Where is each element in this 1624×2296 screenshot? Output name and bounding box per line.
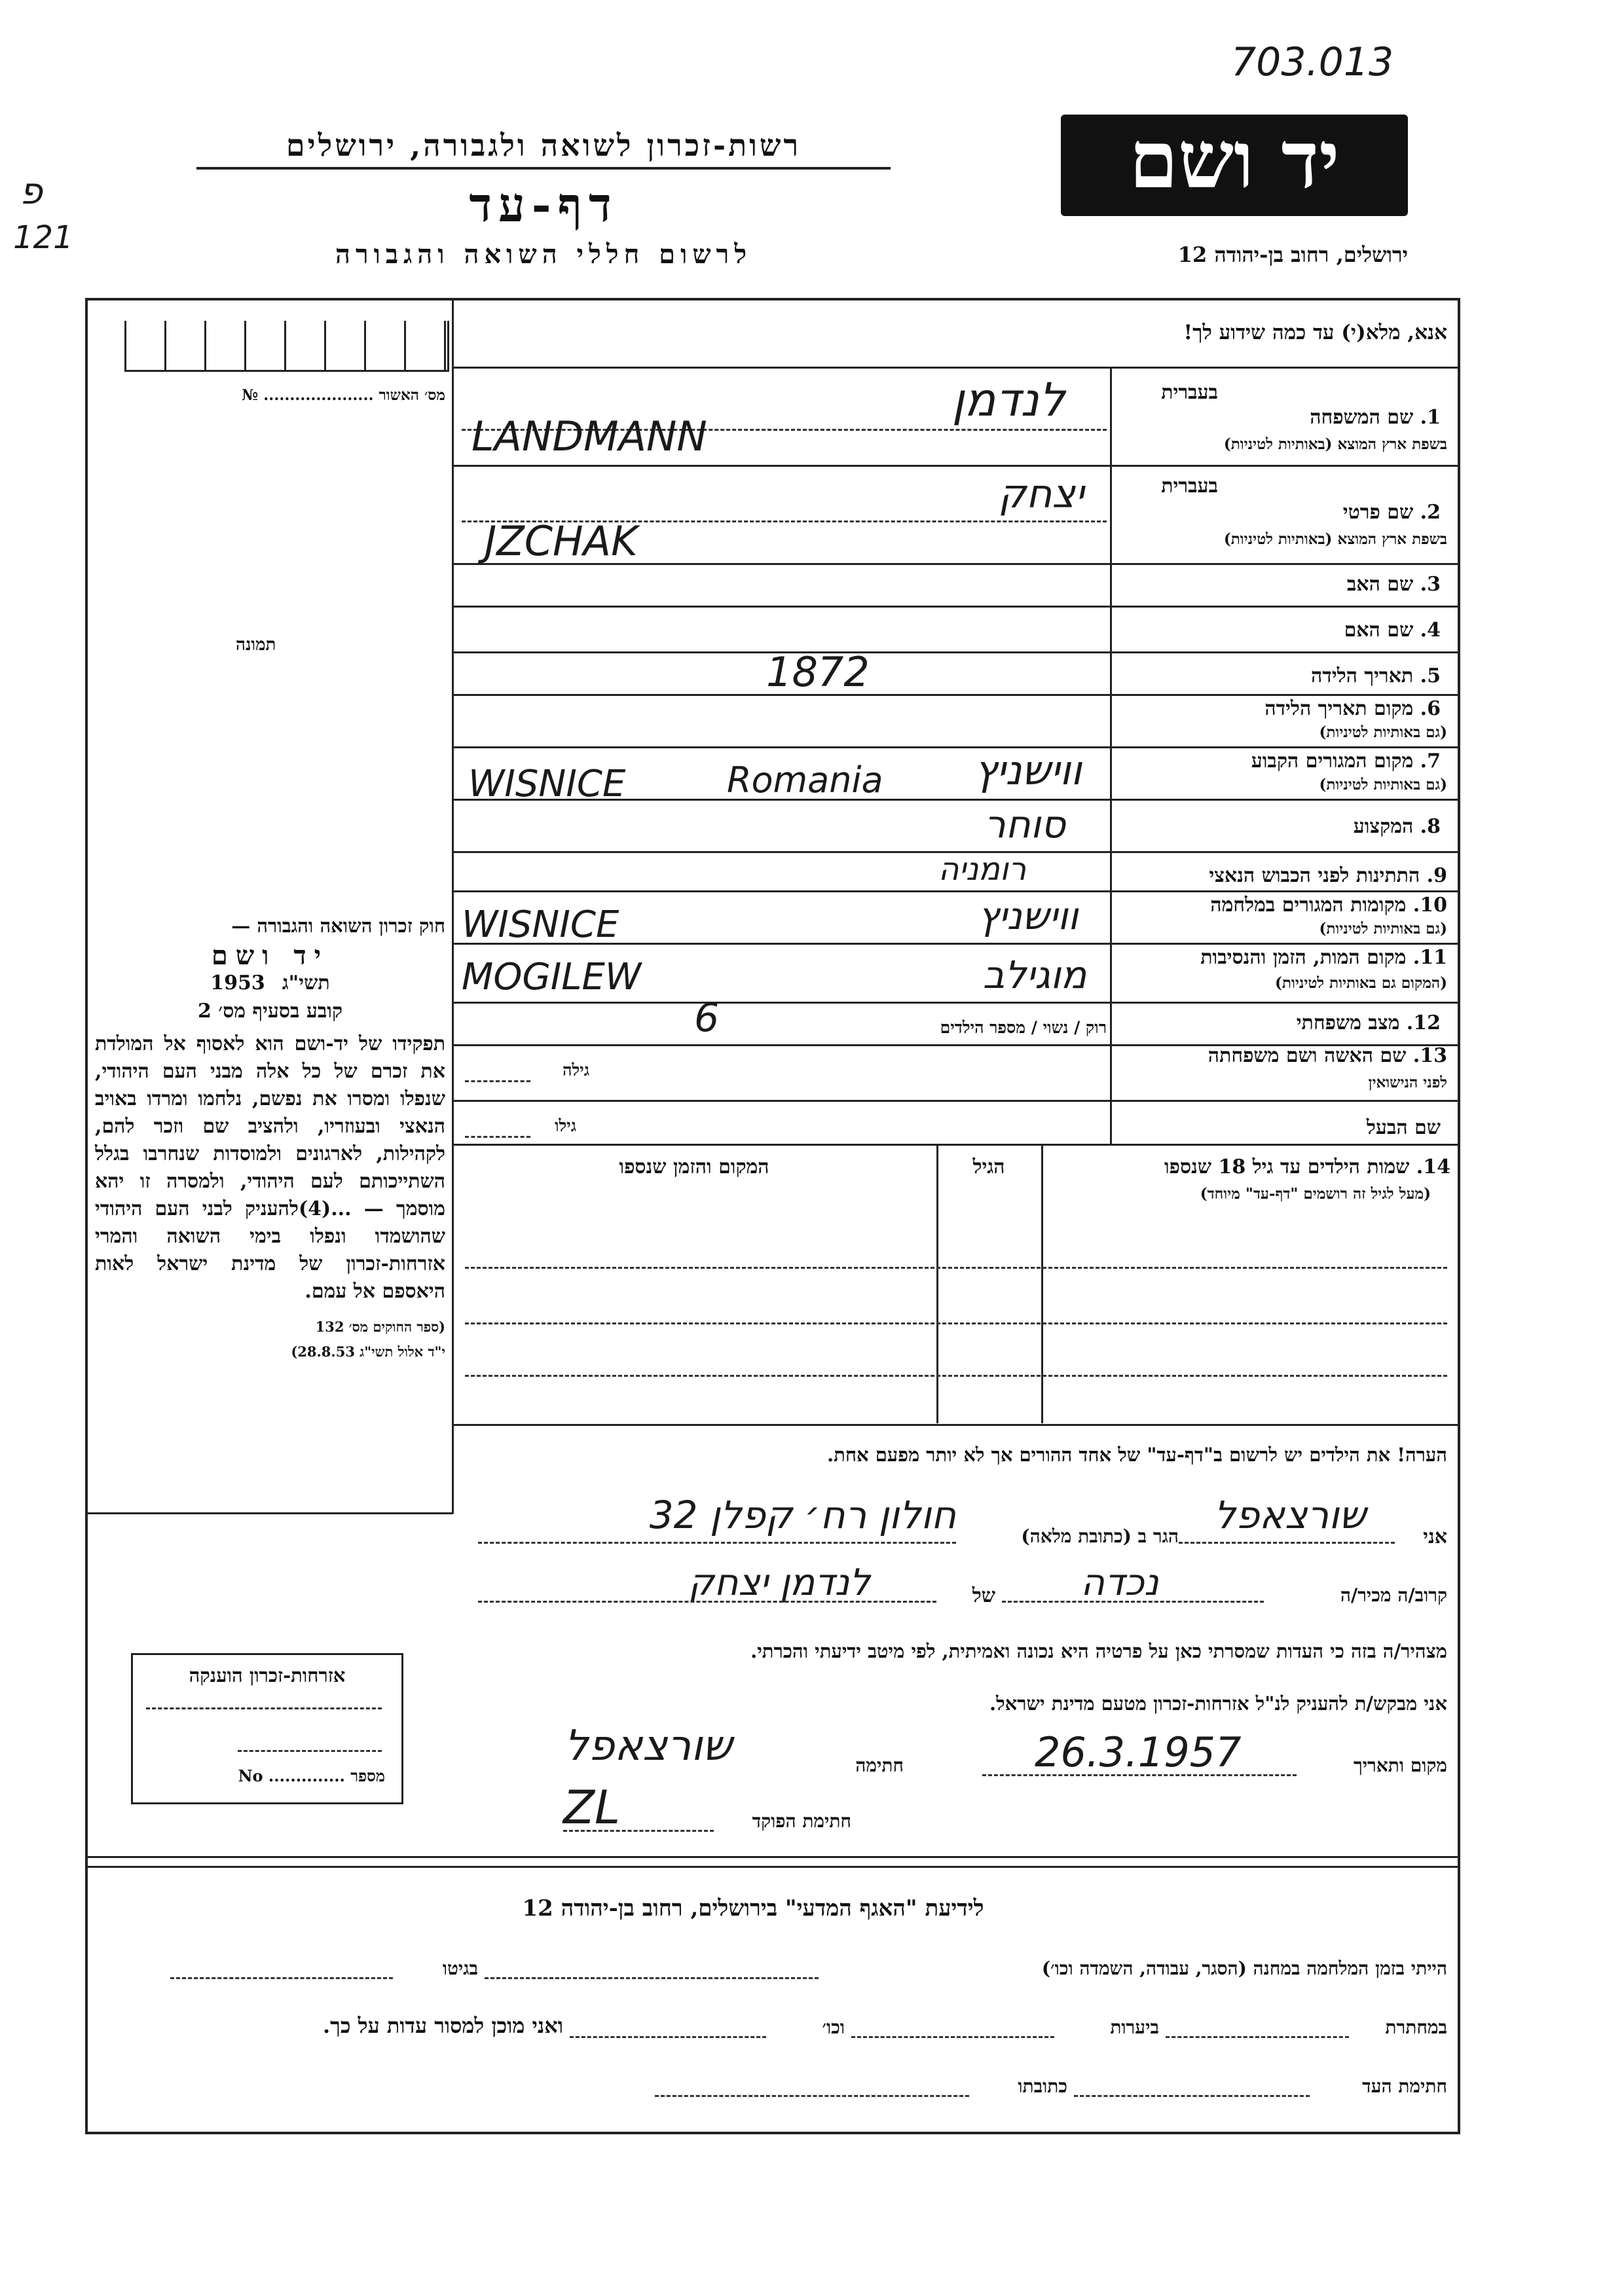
field-9-label: 9. התתינות לפני הכבוש הנאצי	[1209, 864, 1447, 887]
footer-forests-label: ביערות	[1110, 2016, 1159, 2038]
side-mark-bottom: 121	[13, 219, 73, 256]
approval-number-label: מס׳ האשור ..................... №	[242, 386, 445, 404]
of-rule	[478, 1601, 936, 1603]
field-11-sub: (המקום גם באותיות לטיניות)	[1275, 974, 1447, 992]
field-12-children-value: 6	[694, 995, 720, 1041]
wife-age-label: גילה	[563, 1061, 589, 1080]
field-11-label: 11. מקום המות, הזמן והנסיבות	[1200, 946, 1447, 969]
footer-witness-signature-label: חתימת העד	[1362, 2075, 1447, 2097]
certificate-title: אזרחות-זכרון הוענקה	[189, 1664, 346, 1686]
field-1-sub: בשפת ארץ המוצא (באותיות לטיניות)	[1223, 435, 1447, 453]
husband-label: שם הבעל	[1366, 1116, 1441, 1139]
footer-rule-top	[86, 1856, 1459, 1858]
footer-address-rule	[655, 2095, 969, 2097]
in-hebrew-label-1: בעברית	[1161, 381, 1218, 404]
left-column-bottom	[86, 1512, 453, 1514]
footer-rule-top-2	[86, 1866, 1459, 1868]
field-12-options: רוק / נשוי / מספר הילדים	[940, 1018, 1107, 1037]
field-1-label: 1. שם המשפחה	[1310, 406, 1441, 429]
footer-witness-signature-rule	[1074, 2095, 1310, 2097]
footer-etc-rule	[570, 2036, 766, 2038]
law-name: יד ושם	[211, 940, 329, 971]
field-7-hebrew-value: ווישניץ	[974, 746, 1082, 794]
children-age-header: הגיל	[972, 1156, 1005, 1178]
field-2-hebrew-value: יצחק	[998, 471, 1084, 517]
field-13-sub: לפני הנישואין	[1368, 1074, 1447, 1091]
resident-label: הגר ב (כתובת מלאה)	[1021, 1525, 1179, 1547]
field-3-rule	[453, 606, 1459, 608]
declaration-i-label: אני	[1423, 1525, 1447, 1548]
relation-value: נכדה	[1080, 1561, 1159, 1604]
field-10-hebrew-value: ווישניץ	[978, 894, 1079, 938]
footer-title: לידיעת "האגף המדעי" בירושלים, רחוב בן-יהודה 12	[522, 1895, 984, 1922]
field-1-hebrew-value: לנדמן	[951, 373, 1065, 427]
law-reference-date: י"ד אלול תשי"ג 28.8.53)	[291, 1343, 445, 1360]
footer-ghetto-rule	[170, 1977, 393, 1979]
footer-underground-rule	[1166, 2036, 1349, 2038]
place-date-value: 26.3.1957	[1035, 1728, 1242, 1776]
certificate-box	[131, 1653, 403, 1804]
field-12-label: 12. מצב משפחתי	[1296, 1011, 1441, 1034]
field-4-label: 4. שם האם	[1344, 619, 1441, 642]
signature-label: חתימה	[855, 1755, 904, 1776]
field-5-label: 5. תאריך הלידה	[1311, 665, 1441, 687]
children-note: הערה! את הילדים יש לרשום ב"דף-עד" של אחד ההורים אך לא יותר מפעם אחת.	[827, 1444, 1447, 1466]
footer-underground-label: במחתרת	[1385, 2016, 1447, 2038]
official-signature-label: חתימת הפוקד	[752, 1810, 851, 1832]
field-1-rule	[453, 465, 1459, 467]
wife-age-rule	[465, 1080, 530, 1082]
field-2-label: 2. שם פרטי	[1342, 501, 1441, 524]
field-10-latin-value: WISNICE	[462, 903, 619, 946]
footer-camp-rule	[485, 1977, 819, 1979]
field-8-value: סוחר	[984, 802, 1066, 847]
law-year: 1953	[210, 972, 265, 994]
left-column-divider	[452, 299, 454, 1514]
footer-willing-label: ואני מוכן למסור עדות על כך.	[322, 2013, 563, 2038]
footer-etc-label: וכו׳	[822, 2016, 845, 2038]
field-6-sub: (גם באותיות לטיניות)	[1319, 723, 1447, 741]
place-date-label: מקום ותאריך	[1353, 1755, 1447, 1776]
in-hebrew-label-2: בעברית	[1161, 475, 1218, 498]
official-signature-rule	[563, 1830, 714, 1832]
certificate-rule-1	[146, 1707, 382, 1709]
field-9-value: רומניה	[938, 851, 1027, 888]
side-mark-top: פ	[20, 170, 43, 213]
field-7-label: 7. מקום המגורים הקבוע	[1251, 750, 1441, 773]
institution-underline	[196, 167, 891, 170]
husband-rule	[453, 1144, 1459, 1146]
field-11-rule	[453, 1002, 1459, 1004]
declarant-rule	[1179, 1542, 1395, 1544]
field-13-label: 13. שם האשה ושם משפחתה	[1208, 1044, 1447, 1067]
field-7-rule	[453, 799, 1459, 801]
husband-age-label: גילו	[555, 1116, 576, 1135]
footer-camp-label: הייתי בזמן המלחמה במחנה (הסגר, עבודה, השמדה וכו׳)	[1041, 1958, 1447, 1979]
field-14-label: 14. שמות הילדים עד גיל 18 שנספו	[1164, 1156, 1450, 1178]
relation-rule	[1002, 1601, 1264, 1603]
law-body: תפקידו של יד-ושם הוא לאסוף אל המולדת את זכרם של כל אלה מבני העם היהודי, שנפלו ומסרו את נפשם, נלחמו ומרדו באויב הנאצי ובעוזריו, ולהציב שם וזכר להם, לקהילות, לארגונים ולמוסדות שנחרבו בגלל השתייכותם לעם היהודי, ולמסרה זו יהא מוסמך — ...(4)להעניק לבני העם היהודי שהושמדו ונפלו בימי השואה והמרי אזרחות-זכרון של מדינת ישראל לאות היאספם אל עמם.	[95, 1032, 445, 1303]
approval-number-boxes	[124, 321, 449, 372]
declaration-request: אני מבקש/ת להעניק לנ"ל אזרחות-זכרון מטעם מדינת ישראל.	[989, 1692, 1447, 1715]
declaration-statement: מצהיר/ה בזה כי העדות שמסרתי כאן על פרטיה היא נכונה ואמיתית, לפי מיטב ידיעתי והכרתי.	[750, 1640, 1447, 1662]
form-subtitle: לרשום חללי השואה והגבורה	[335, 239, 752, 270]
field-7-country-value: Romania	[727, 759, 883, 801]
field-2-sub: בשפת ארץ המוצא (באותיות לטיניות)	[1223, 530, 1447, 548]
instruction-rule	[453, 367, 1459, 369]
children-col-divider-2	[936, 1145, 938, 1423]
children-col-divider-1	[1041, 1145, 1043, 1423]
field-8-label: 8. המקצוע	[1353, 815, 1441, 838]
official-signature: ZL	[563, 1781, 620, 1834]
field-7-latin-value: WISNICE	[468, 763, 626, 805]
address-rule	[478, 1542, 956, 1544]
footer-address-label: כתובתו	[1018, 2075, 1067, 2097]
footer-forests-rule	[851, 2036, 1054, 2038]
of-label: של	[972, 1584, 995, 1607]
certificate-rule-2	[238, 1750, 382, 1752]
field-11-hebrew-value: מוגילב	[982, 953, 1087, 997]
certificate-no-label: No	[238, 1766, 263, 1785]
children-row-3	[465, 1375, 1447, 1377]
law-title: חוק זכרון השואה והגבורה —	[231, 915, 445, 937]
husband-age-rule	[465, 1136, 530, 1138]
field-1-latin-value: LANDMANN	[471, 412, 707, 460]
footer-ghetto-label: בגיטו	[442, 1958, 478, 1979]
law-year-hebrew: תשי"ג	[282, 972, 330, 994]
field-3-label: 3. שם האב	[1346, 573, 1441, 596]
field-10-sub: (גם באותיות לטיניות)	[1319, 920, 1447, 938]
address-line: ירושלים, רחוב בן-יהודה 12	[1177, 242, 1408, 267]
archive-number: 703.013	[1231, 39, 1394, 85]
field-11-latin-value: MOGILEW	[462, 956, 642, 998]
place-date-rule	[982, 1774, 1297, 1776]
field-2-rule	[453, 563, 1459, 565]
children-place-header: המקום והזמן שנספו	[619, 1156, 769, 1178]
declarant-address: חולון רח׳ קפלן 32	[649, 1493, 956, 1537]
children-row-1	[465, 1267, 1447, 1269]
field-5-value: 1872	[766, 648, 870, 696]
law-box	[95, 913, 445, 1503]
relation-label: קרוב/ה מכיר/ה	[1340, 1584, 1447, 1606]
law-reference: (ספר החוקים מס׳ 132	[315, 1319, 445, 1335]
form-instruction: אנא, מלא(י) עד כמה שידוע לך!	[1183, 321, 1447, 344]
photo-label: תמונה	[236, 635, 276, 655]
field-14-sub: (מעל לגיל זה רושמים "דף-עד" מיוחד)	[1200, 1185, 1431, 1203]
yad-vashem-logo: יד ושם	[1061, 115, 1408, 216]
certificate-number: מספר .............. No	[238, 1766, 385, 1785]
field-5-rule	[453, 694, 1459, 696]
field-9-rule	[453, 890, 1459, 892]
field-10-rule	[453, 943, 1459, 945]
declarant-signature: שורצאפל	[564, 1722, 732, 1770]
institution-line: רשות-זכרון לשואה ולגבורה, ירושלים	[286, 128, 802, 163]
field-6-label: 6. מקום תאריך הלידה	[1264, 697, 1441, 720]
children-table-bottom	[453, 1424, 1459, 1426]
form-title: דף-עד	[469, 177, 618, 232]
field-2-latin-value: JZCHAK	[485, 517, 638, 565]
field-13-rule	[453, 1100, 1459, 1102]
certificate-number-label: מספר	[350, 1766, 385, 1785]
of-value: לנדמן יצחק	[688, 1561, 870, 1604]
field-10-label: 10. מקומות המגורים במלחמה	[1210, 894, 1447, 917]
declarant-name: שורצאפל	[1214, 1493, 1366, 1537]
children-row-2	[465, 1322, 1447, 1324]
law-clause: קובע בסעיף מס׳ 2	[197, 1000, 343, 1023]
field-7-sub: (גם באותיות לטיניות)	[1319, 776, 1447, 793]
field-4-rule	[453, 651, 1459, 653]
